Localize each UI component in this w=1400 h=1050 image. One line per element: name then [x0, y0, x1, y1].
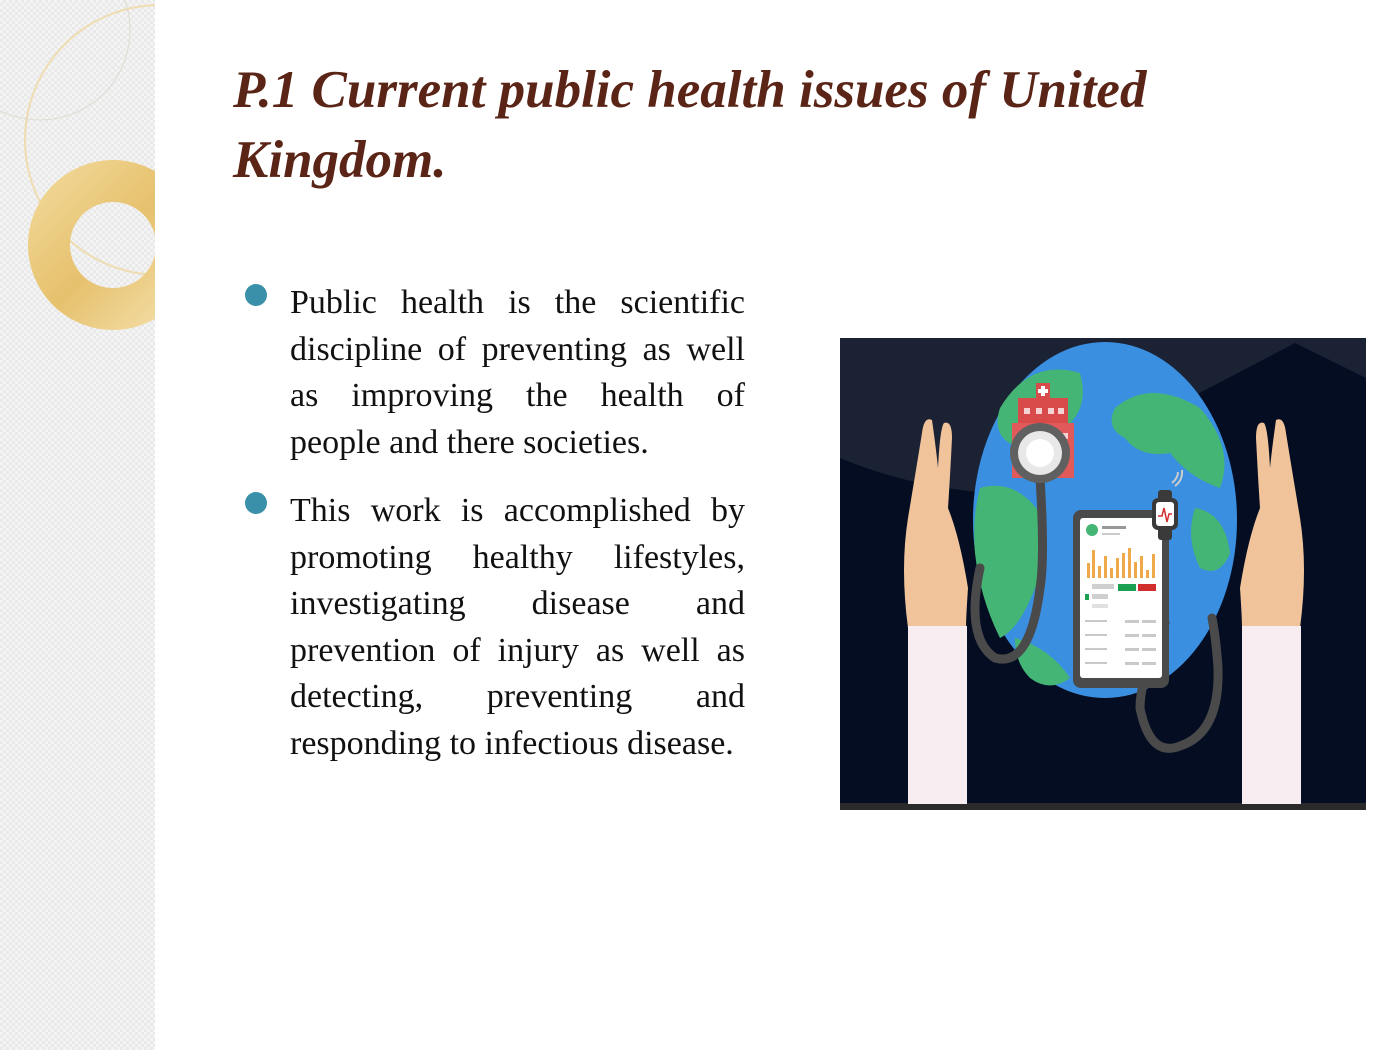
bullet-item [245, 488, 745, 767]
public-health-illustration [840, 338, 1366, 810]
gold-ring [28, 160, 155, 330]
decorative-rings [0, 0, 155, 360]
slide-title: P.1 Current public health issues of United Kingdom. [233, 61, 1147, 189]
tablet-icon [1073, 510, 1169, 688]
bullet-dot-icon [245, 284, 267, 306]
decorative-side-strip [0, 0, 155, 1050]
bullet-list [245, 280, 745, 789]
bullet-text: Public health is the scientific discipline of preventing as well as improving the health of people and there societies. [290, 284, 745, 461]
bullet-text: This work is accomplished by promoting healthy lifestyles, investigating disease and prevention of injury as well as detecting, preventing and responding to infectious disease. [290, 492, 745, 762]
faint-ring [0, 0, 130, 120]
bullet-item [245, 280, 745, 466]
bullet-dot-icon [245, 492, 267, 514]
